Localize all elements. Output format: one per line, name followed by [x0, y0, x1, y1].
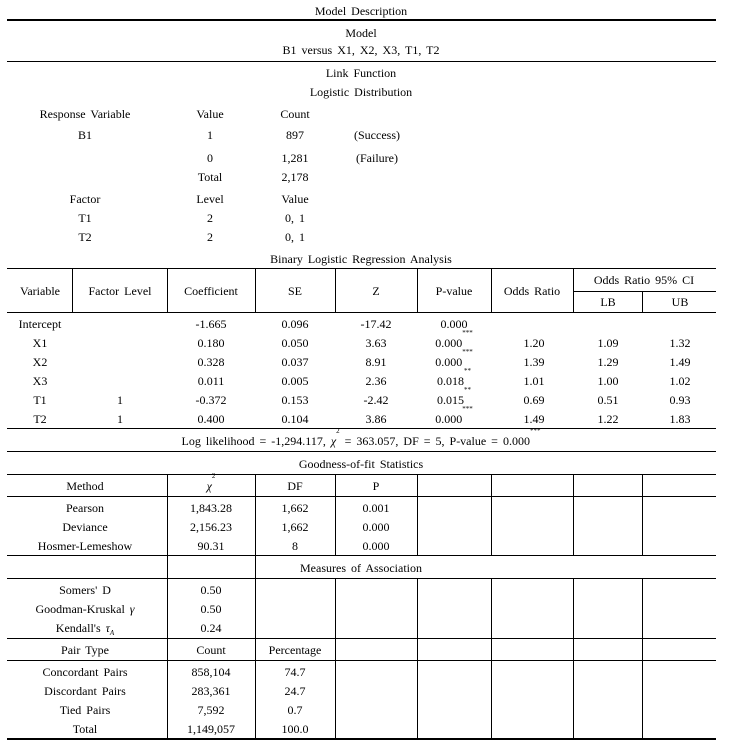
factor-name: T1 — [78, 211, 92, 225]
cell-se: 0.005 — [281, 374, 309, 388]
gof-chi: 1,843.28 — [190, 501, 232, 515]
header-variable: Variable — [20, 284, 60, 298]
cell-z: 3.63 — [365, 336, 387, 350]
vrule-grid-1 — [167, 474, 168, 739]
significance-mark: ** — [464, 367, 471, 375]
header-ub: UB — [671, 295, 689, 309]
pair-header-percentage: Percentage — [268, 643, 322, 657]
factor-header-name: Factor — [69, 192, 101, 206]
header-odds-ratio: Odds Ratio — [503, 284, 561, 298]
rule-gof-header — [7, 496, 716, 497]
vrule-grid-3a — [335, 474, 336, 556]
pair-count: 283,361 — [191, 684, 231, 698]
response-note: (Success) — [354, 128, 400, 142]
response-count: 1,281 — [281, 151, 309, 165]
cell-se: 0.037 — [281, 355, 309, 369]
measure-value: 0.24 — [200, 621, 222, 635]
vrule-lb — [642, 291, 643, 313]
vrule-grid-7b — [642, 578, 643, 739]
cell-se: 0.104 — [281, 412, 309, 426]
cell-z: 2.36 — [365, 374, 387, 388]
cell-lb: 1.09 — [597, 336, 619, 350]
vrule-pvalue — [491, 268, 492, 313]
header-pvalue: P-value — [435, 284, 473, 298]
rule-regression-header — [7, 312, 716, 313]
rule-ci-split — [573, 291, 716, 292]
vrule-grid-6a — [573, 474, 574, 556]
pair-count: 1,149,057 — [187, 722, 235, 736]
cell-variable: X2 — [32, 355, 48, 369]
vrule-grid-2 — [255, 474, 256, 739]
rule-bottom — [7, 738, 716, 740]
significance-mark: ** — [464, 386, 471, 394]
cell-factor-level: 1 — [117, 412, 123, 426]
cell-variable: T2 — [33, 412, 47, 426]
header-lb: LB — [600, 295, 616, 309]
gof-chi: 90.31 — [197, 539, 225, 553]
significance-mark: *** — [462, 348, 473, 356]
pair-percentage: 0.7 — [287, 703, 303, 717]
gof-method: Hosmer-Lemeshow — [37, 539, 133, 553]
pair-type: Discordant Pairs — [44, 684, 126, 698]
response-variable: B1 — [77, 128, 93, 142]
vrule-factor-level — [167, 268, 168, 313]
pair-header-count: Count — [196, 643, 226, 657]
vrule-variable — [72, 268, 73, 313]
gof-df: 8 — [292, 539, 298, 553]
factor-level: 2 — [207, 211, 213, 225]
association-title: Measures of Association — [300, 561, 422, 575]
cell-se: 0.050 — [281, 336, 309, 350]
gof-header-p: P — [372, 479, 380, 493]
cell-ub: 1.49 — [669, 355, 691, 369]
rule-regression-bottom — [7, 428, 716, 429]
vrule-z — [417, 268, 418, 313]
significance-mark: *** — [462, 405, 473, 413]
rule-assoc-title — [7, 578, 716, 579]
gof-header-chi: $\chi^2$ — [206, 472, 216, 493]
response-value: 1 — [207, 128, 213, 142]
cell-lb: 1.29 — [597, 355, 619, 369]
factor-level: 2 — [207, 230, 213, 244]
gof-p: 0.001 — [362, 501, 390, 515]
cell-pvalue: 0.000 — [440, 317, 468, 331]
pair-percentage: 24.7 — [284, 684, 306, 698]
measure-label: Somers' D — [59, 583, 111, 597]
cell-coefficient: 0.328 — [197, 355, 225, 369]
response-total-label: Total — [197, 170, 223, 184]
significance-mark: *** — [462, 329, 473, 337]
pair-type: Concordant Pairs — [42, 665, 128, 679]
cell-ub: 0.93 — [669, 393, 691, 407]
cell-z: 3.86 — [365, 412, 387, 426]
cell-ub: 1.02 — [669, 374, 691, 388]
vrule-grid-7a — [642, 474, 643, 556]
gof-title: Goodness-of-fit Statistics — [298, 457, 424, 471]
response-header-variable: Response Variable — [39, 107, 131, 121]
cell-z: -17.42 — [360, 317, 392, 331]
link-function-value: Logistic Distribution — [309, 85, 413, 99]
vrule-se — [335, 268, 336, 313]
cell-odds-ratio: 1.49 — [523, 412, 545, 426]
gof-header-method: Method — [66, 479, 104, 493]
pair-count: 858,104 — [191, 665, 231, 679]
cell-pvalue: 0.000*** — [435, 405, 473, 426]
cell-odds-ratio: 1.01 — [523, 374, 545, 388]
cell-odds-ratio: 1.20 — [523, 336, 545, 350]
cell-variable: T1 — [33, 393, 47, 407]
cell-variable: Intercept — [18, 317, 62, 331]
cell-coefficient: -1.665 — [195, 317, 227, 331]
rule-regression-top — [7, 268, 716, 269]
gof-method: Pearson — [66, 501, 104, 515]
rule-gof-title — [7, 474, 716, 475]
model-label: Model — [345, 26, 377, 40]
cell-pvalue: 0.000*** — [435, 329, 473, 350]
cell-z: -2.42 — [363, 393, 389, 407]
pair-type: Total — [72, 722, 98, 736]
response-note: (Failure) — [356, 151, 398, 165]
response-value: 0 — [207, 151, 213, 165]
rule-top — [7, 19, 716, 21]
cell-coefficient: -0.372 — [195, 393, 227, 407]
response-header-value: Value — [196, 107, 224, 121]
vrule-grid-4b — [417, 578, 418, 739]
measure-label: Goodman-Kruskal γ — [35, 602, 135, 616]
measure-value: 0.50 — [200, 583, 222, 597]
cell-ub: 1.83 — [669, 412, 691, 426]
cell-coefficient: 0.400 — [197, 412, 225, 426]
header-ci: Odds Ratio 95% CI — [593, 273, 695, 287]
significance-mark: *** — [529, 427, 541, 435]
gof-header-df: DF — [287, 479, 303, 493]
gof-method: Deviance — [62, 520, 108, 534]
vrule-odds — [573, 268, 574, 313]
cell-variable: X1 — [32, 336, 48, 350]
gof-df: 1,662 — [281, 520, 309, 534]
measure-label: Kendall's $\tau_A$ — [55, 621, 115, 637]
rule-gof-bottom — [7, 555, 716, 556]
model-formula: B1 versus X1, X2, X3, T1, T2 — [282, 43, 440, 57]
gof-p: 0.000 — [362, 539, 390, 553]
cell-factor-level: 1 — [117, 393, 123, 407]
cell-se: 0.153 — [281, 393, 309, 407]
response-count: 897 — [286, 128, 304, 142]
gof-df: 1,662 — [281, 501, 309, 515]
factor-value: 0, 1 — [285, 230, 305, 244]
cell-coefficient: 0.011 — [197, 374, 225, 388]
header-z: Z — [372, 284, 380, 298]
regression-title: Binary Logistic Regression Analysis — [270, 252, 452, 266]
header-coefficient: Coefficient — [184, 284, 238, 298]
cell-pvalue: 0.018** — [437, 367, 471, 388]
response-header-count: Count — [280, 107, 310, 121]
cell-se: 0.096 — [281, 317, 309, 331]
factor-header-level: Level — [196, 192, 224, 206]
cell-variable: X3 — [32, 374, 48, 388]
rule-measures-bottom — [7, 638, 716, 639]
factor-name: T2 — [78, 230, 92, 244]
rule-model — [7, 61, 716, 62]
pair-percentage: 74.7 — [284, 665, 306, 679]
factor-value: 0, 1 — [285, 211, 305, 225]
gof-p: 0.000 — [362, 520, 390, 534]
cell-z: 8.91 — [365, 355, 387, 369]
vrule-coefficient — [255, 268, 256, 313]
header-factor-level: Factor Level — [88, 284, 152, 298]
cell-pvalue: 0.015** — [437, 386, 471, 407]
pair-count: 7,592 — [197, 703, 225, 717]
cell-coefficient: 0.180 — [197, 336, 225, 350]
cell-lb: 1.00 — [597, 374, 619, 388]
cell-lb: 0.51 — [597, 393, 619, 407]
vrule-grid-5a — [491, 474, 492, 556]
link-function-label: Link Function — [325, 66, 397, 80]
page-title: Model Description — [314, 4, 408, 18]
header-se: SE — [287, 284, 303, 298]
measure-value: 0.50 — [200, 602, 222, 616]
response-total-count: 2,178 — [281, 170, 309, 184]
cell-lb: 1.22 — [597, 412, 619, 426]
rule-pair-header — [7, 660, 716, 661]
vrule-grid-4a — [417, 474, 418, 556]
pair-type: Tied Pairs — [59, 703, 111, 717]
vrule-grid-6b — [573, 578, 574, 739]
cell-pvalue: 0.000*** — [435, 348, 473, 369]
cell-ub: 1.32 — [669, 336, 691, 350]
pair-header-type: Pair Type — [61, 643, 109, 657]
cell-odds-ratio: 0.69 — [523, 393, 545, 407]
rule-loglik — [7, 451, 716, 452]
factor-header-value: Value — [281, 192, 309, 206]
cell-odds-ratio: 1.39 — [523, 355, 545, 369]
pair-percentage: 100.0 — [281, 722, 309, 736]
vrule-grid-3b — [335, 578, 336, 739]
gof-chi: 2,156.23 — [190, 520, 232, 534]
vrule-grid-5b — [491, 578, 492, 739]
log-likelihood-summary: Log likelihood = -1,294.117, $\chi^2 = 363.057$, DF = 5, P-value = 0.000*** — [181, 427, 541, 448]
